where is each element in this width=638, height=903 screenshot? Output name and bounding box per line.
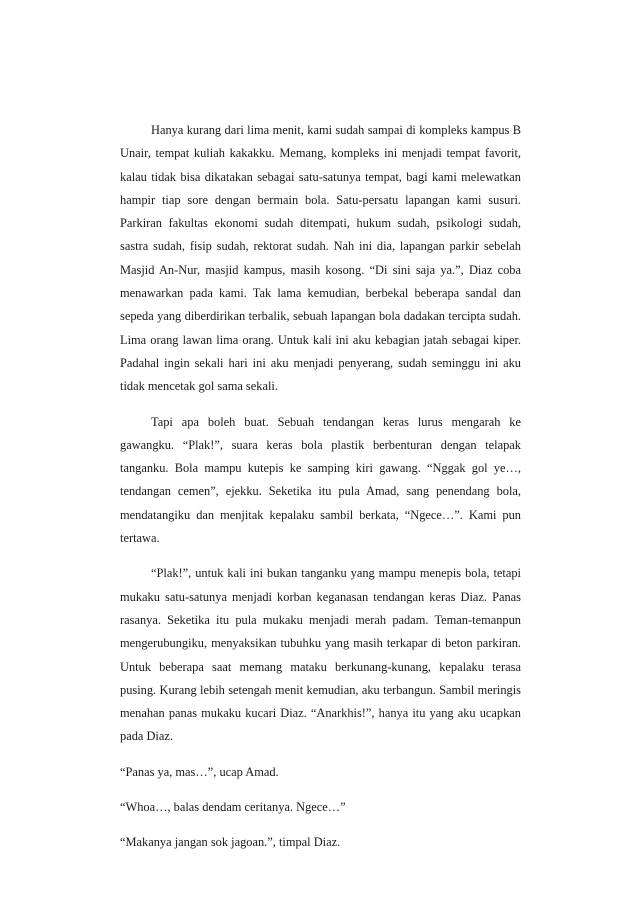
- paragraph-3: “Plak!”, untuk kali ini bukan tanganku yang mampu menepis bola, tetapi mukaku satu-satunya menjadi korban keganasan tendangan keras Diaz. Panas rasanya. Seketika itu pula mukaku menjadi merah padam. Teman-temanpun mengerubungiku, menyaksikan tubuhku yang masih terkapar di beton parkiran. Untuk beberapa saat memang mataku berkunang-kunang, kepalaku terasa pusing. Kurang lebih setengah menit kemudian, aku terbangun. Sambil meringis menahan panas mukaku kucari Diaz. “Anarkhis!”, hanya itu yang aku ucapkan pada Diaz.: [120, 566, 521, 744]
- paragraph-1: Hanya kurang dari lima menit, kami sudah sampai di kompleks kampus B Unair, tempat kuliah kakakku. Memang, kompleks ini menjadi tempat favorit, kalau tidak bisa dikatakan sebagai satu-satunya tempat, bagi kami melewatkan hampir tiap sore dengan bermain bola. Satu-persatu lapangan kami susuri. Parkiran fakultas ekonomi sudah ditempati, hukum sudah, psikologi sudah, sastra sudah, fisip sudah, rektorat sudah. Nah ini dia, lapangan parkir sebelah Masjid An-Nur, masjid kampus, masih kosong. “Di sini saja ya.”, Diaz coba menawarkan pada kami. Tak lama kemudian, berbekal beberapa sandal dan sepeda yang diberdirikan terbalik, sebuah lapangan bola dadakan tercipta sudah. Lima orang lawan lima orang. Untuk kali ini aku kebagian jatah sebagai kiper. Padahal ingin sekali hari ini aku menjadi penyerang, sudah seminggu ini aku tidak mencetak gol sama sekali.: [120, 123, 521, 394]
- dialogue-line-3: “Makanya jangan sok jagoan.”, timpal Diaz.: [120, 835, 341, 850]
- dialogue-line-2: “Whoa…, balas dendam ceritanya. Ngece…”: [120, 800, 346, 815]
- dialogue-line-1: “Panas ya, mas…”, ucap Amad.: [120, 764, 279, 779]
- document-body: [120, 119, 521, 855]
- paragraph-2: Tapi apa boleh buat. Sebuah tendangan keras lurus mengarah ke gawangku. “Plak!”, suara keras bola plastik berbenturan dengan telapak tanganku. Bola mampu kutepis ke samping kiri gawang. “Nggak gol ye…, tendangan cemen”, ejekku. Seketika itu pula Amad, sang penendang bola, mendatangiku dan menjitak kepalaku sambil berkata, “Ngece…”. Kami pun tertawa.: [120, 414, 521, 546]
